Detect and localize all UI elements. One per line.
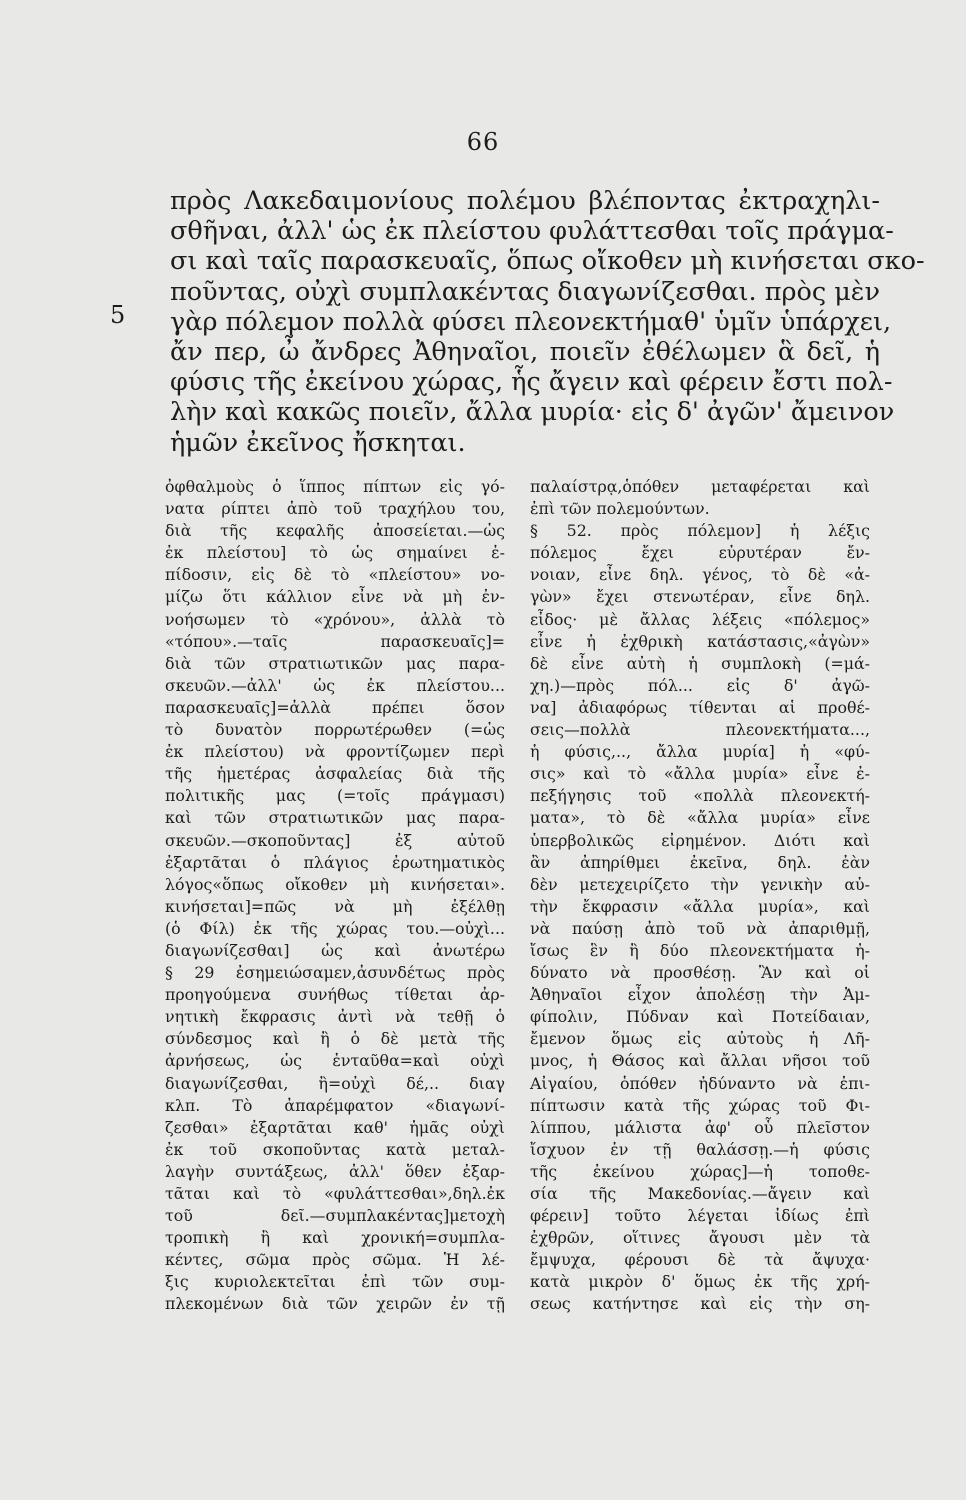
main-text-line: πρὸς Λακεδαιμονίους πολέμου βλέποντας ἐκτραχηλι-: [170, 186, 880, 216]
commentary-line: σύνδεσμος καὶ ἢ ὁ δὲ μετὰ τῆς: [165, 1029, 505, 1049]
commentary-line: τῆς ἡμετέρας ἀσφαλείας διὰ τῆς: [165, 764, 505, 784]
main-text-line: σι καὶ ταῖς παρασκευαῖς, ὅπως οἴκοθεν μὴ κινήσεται σκο-: [170, 246, 925, 277]
commentary-line: ἐπὶ τῶν πολεμούντων.: [530, 499, 710, 519]
page-number: 66: [466, 128, 500, 156]
commentary-line: πολιτικῆς μας (=τοῖς πράγμασι): [165, 786, 505, 806]
commentary-line: τοῦ δεῖ.—συμπλακέντας]μετοχὴ: [165, 1206, 505, 1226]
commentary-line: σκευῶν.—ἀλλ' ὡς ἐκ πλείστου...: [165, 675, 505, 695]
commentary-line: λόγος«ὅπως οἴκοθεν μὴ κινήσεται».: [165, 874, 505, 894]
commentary-line: σεως κατήντησε καὶ εἰς τὴν ση-: [530, 1294, 870, 1314]
commentary-line: χη.)—πρὸς πόλ... εἰς δ' ἀγῶ-: [530, 675, 870, 695]
commentary-line: ἐκ πλείστου) νὰ φροντίζωμεν περὶ: [165, 742, 505, 762]
commentary-line: κλπ. Τὸ ἀπαρέμφατον «διαγωνί-: [165, 1095, 505, 1115]
commentary-line: πίδοσιν, εἰς δὲ τὸ «πλείστου» νο-: [165, 565, 505, 585]
commentary-line: (ὁ Φίλ) ἐκ τῆς χώρας του.—οὐχὶ...: [165, 918, 505, 938]
commentary-line: ἀρνήσεως, ὡς ἐνταῦθα=καὶ οὐχὶ: [165, 1051, 505, 1071]
commentary-line: σεις—πολλὰ πλεονεκτήματα...,: [530, 720, 870, 740]
commentary-line: πλεκομένων διὰ τῶν χειρῶν ἐν τῇ: [165, 1294, 505, 1314]
commentary-line: νοιαν, εἶνε δηλ. γένος, τὸ δὲ «ἀ-: [530, 565, 870, 585]
commentary-line: «τόπου».—ταῖς παρασκευαῖς]=: [165, 631, 505, 651]
commentary-line: γὼν» ἔχει στενωτέραν, εἶνε δηλ.: [530, 587, 870, 607]
commentary-line: Αἰγαίου, ὁπόθεν ἠδύναντο νὰ ἐπι-: [530, 1073, 870, 1093]
commentary-line: καὶ τῶν στρατιωτικῶν μας παρα-: [165, 808, 505, 828]
commentary-line: παρασκευαῖς]=ἀλλὰ πρέπει ὅσον: [165, 697, 505, 717]
commentary-line: ζεσθαι» ἐξαρτᾶται καθ' ἡμᾶς οὐχὶ: [165, 1117, 505, 1137]
commentary-line: δὲν μετεχειρίζετο τὴν γενικὴν αὐ-: [530, 874, 870, 894]
commentary-line: τροπικὴ ἢ καὶ χρονική=συμπλα-: [165, 1228, 505, 1248]
commentary-line: ἔμενον ὅμως εἰς αὐτοὺς ἡ Λῆ-: [530, 1029, 870, 1049]
commentary-line: εἶνε ἡ ἐχθρικὴ κατάστασις,«ἀγὼν»: [530, 631, 870, 651]
commentary-line: προηγούμενα συνήθως τίθεται ἀρ-: [165, 985, 505, 1005]
commentary-line: δὲ εἶνε αὐτὴ ἡ συμπλοκὴ (=μά-: [530, 653, 870, 673]
commentary-line: σκευῶν.—σκοποῦντας] ἐξ αὐτοῦ: [165, 830, 505, 850]
commentary-line: δύνατο νὰ προσθέσῃ. Ἂν καὶ οἱ: [530, 963, 870, 983]
commentary-line: ἂν ἀπηρίθμει ἐκεῖνα, δηλ. ἐὰν: [530, 852, 870, 872]
commentary-line: σις» καὶ τὸ «ἄλλα μυρία» εἶνε ἐ-: [530, 764, 870, 784]
commentary-line: ὑπερβολικῶς εἰρημένον. Διότι καὶ: [530, 830, 870, 850]
commentary-line: ξις κυριολεκτεῖται ἐπὶ τῶν συμ-: [165, 1272, 505, 1292]
commentary-line: να] ἀδιαφόρως τίθενται αἱ προθέ-: [530, 697, 870, 717]
commentary-line: ὀφθαλμοὺς ὁ ἵππος πίπτων εἰς γό-: [165, 477, 505, 496]
commentary-line: διαγωνίζεσθαι, ἢ=οὐχὶ δέ,.. διαγ: [165, 1073, 505, 1093]
main-text-line: ἄν περ, ὦ ἄνδρες Ἀθηναῖοι, ποιεῖν ἐθέλωμεν ἃ δεῖ, ἡ: [170, 337, 880, 368]
commentary-line: ἐχθρῶν, οἵτινες ἄγουσι μὲν τὰ: [530, 1228, 870, 1248]
commentary-line: παλαίστρᾳ,ὁπόθεν μεταφέρεται καὶ: [530, 477, 870, 496]
commentary-line: νοήσωμεν τὸ «χρόνου», ἀλλὰ τὸ: [165, 609, 505, 629]
commentary-line: ἔμψυχα, φέρουσι δὲ τὰ ἄψυχα·: [530, 1250, 870, 1270]
line-number-marker: 5: [110, 301, 126, 329]
commentary-line: λαγὴν συντάξεως, ἀλλ' ὅθεν ἐξαρ-: [165, 1161, 505, 1181]
commentary-right-column: [530, 476, 870, 1316]
commentary-line: διὰ τῆς κεφαλῆς ἀποσείεται.—ὡς: [165, 521, 505, 541]
commentary-line: ματα», τὸ δὲ «ἄλλα μυρία» εἶνε: [530, 808, 870, 828]
commentary-line: τῆς ἐκείνου χώρας]—ἡ τοποθε-: [530, 1161, 870, 1181]
commentary-line: πεξήγησις τοῦ «πολλὰ πλεονεκτή-: [530, 786, 870, 806]
commentary-line: ἴσχυον ἐν τῇ θαλάσσῃ.—ἡ φύσις: [530, 1139, 870, 1159]
commentary-line: σία τῆς Μακεδονίας.—ἄγειν καὶ: [530, 1184, 870, 1203]
commentary-line: πόλεμος ἔχει εὐρυτέραν ἔν-: [530, 543, 870, 563]
commentary-line: ἐκ πλείστου] τὸ ὡς σημαίνει ἐ-: [165, 543, 505, 563]
commentary-line: ἴσως ἓν ἢ δύο πλεονεκτήματα ἠ-: [530, 940, 870, 960]
commentary-line: κατὰ μικρὸν δ' ὅμως ἐκ τῆς χρή-: [530, 1272, 870, 1292]
main-text-block: [170, 186, 925, 458]
main-text-line: ποῦντας, οὐχὶ συμπλακέντας διαγωνίζεσθαι. πρὸς μὲν: [170, 276, 880, 307]
commentary-line: § 52. πρὸς πόλεμον] ἡ λέξις: [530, 521, 870, 541]
commentary-line: νητικὴ ἔκφρασις ἀντὶ νὰ τεθῇ ὁ: [165, 1007, 505, 1027]
commentary-line: κέντες, σῶμα πρὸς σῶμα. Ἡ λέ-: [165, 1250, 505, 1270]
commentary-line: νατα ρίπτει ἀπὸ τοῦ τραχήλου του,: [165, 499, 505, 519]
main-text-line: λὴν καὶ κακῶς ποιεῖν, ἄλλα μυρία· εἰς δ' ἀγῶν' ἄμεινον: [170, 397, 895, 428]
commentary-left-column: [165, 476, 505, 1316]
commentary-line: τᾶται καὶ τὸ «φυλάττεσθαι»,δηλ.ἐκ: [165, 1184, 505, 1203]
commentary-line: πίπτωσιν κατὰ τῆς χώρας τοῦ Φι-: [530, 1095, 870, 1115]
commentary-line: Ἀθηναῖοι εἶχον ἀπολέσῃ τὴν Ἀμ-: [530, 985, 870, 1005]
main-text-line: φύσις τῆς ἐκείνου χώρας, ἧς ἄγειν καὶ φέρειν ἔστι πολ-: [170, 367, 893, 398]
commentary-line: κινήσεται]=πῶς νὰ μὴ ἐξέλθῃ: [165, 896, 505, 916]
commentary-line: τὸ δυνατὸν πορρωτέρωθεν (=ὡς: [165, 720, 505, 740]
commentary-line: λίππου, μάλιστα ἀφ' οὗ πλεῖστον: [530, 1117, 870, 1137]
commentary-line: μνος, ἡ Θάσος καὶ ἄλλαι νῆσοι τοῦ: [530, 1051, 870, 1071]
commentary-line: ἐκ τοῦ σκοποῦντας κατὰ μεταλ-: [165, 1139, 505, 1159]
main-text-line: γὰρ πόλεμον πολλὰ φύσει πλεονεκτήμαθ' ὑμῖν ὑπάρχει,: [170, 306, 892, 337]
main-text-line: σθῆναι, ἀλλ' ὡς ἐκ πλείστου φυλάττεσθαι τοῖς πράγμα-: [170, 216, 894, 247]
commentary-line: μίζω ὅτι κάλλιον εἶνε νὰ μὴ ἐν-: [165, 587, 505, 607]
commentary-line: φέρειν] τοῦτο λέγεται ἰδίως ἐπὶ: [530, 1206, 870, 1226]
commentary-line: ἐξαρτᾶται ὁ πλάγιος ἐρωτηματικὸς: [165, 852, 505, 872]
commentary-line: διὰ τῶν στρατιωτικῶν μας παρα-: [165, 653, 505, 673]
commentary-line: τὴν ἔκφρασιν «ἄλλα μυρία», καὶ: [530, 896, 870, 916]
commentary-line: φίπολιν, Πύδναν καὶ Ποτείδαιαν,: [530, 1007, 870, 1027]
commentary-line: § 29 ἐσημειώσαμεν,ἀσυνδέτως πρὸς: [165, 963, 505, 983]
main-text-line: ἡμῶν ἐκεῖνος ἤσκηται.: [170, 427, 466, 458]
commentary-line: διαγωνίζεσθαι] ὡς καὶ ἀνωτέρω: [165, 940, 505, 960]
commentary-line: ἡ φύσις,.., ἄλλα μυρία] ἡ «φύ-: [530, 742, 870, 762]
commentary-line: νὰ παύσῃ ἀπὸ τοῦ νὰ ἀπαριθμῇ,: [530, 918, 870, 938]
commentary-line: εἶδος· μὲ ἄλλας λέξεις «πόλεμος»: [530, 609, 870, 629]
